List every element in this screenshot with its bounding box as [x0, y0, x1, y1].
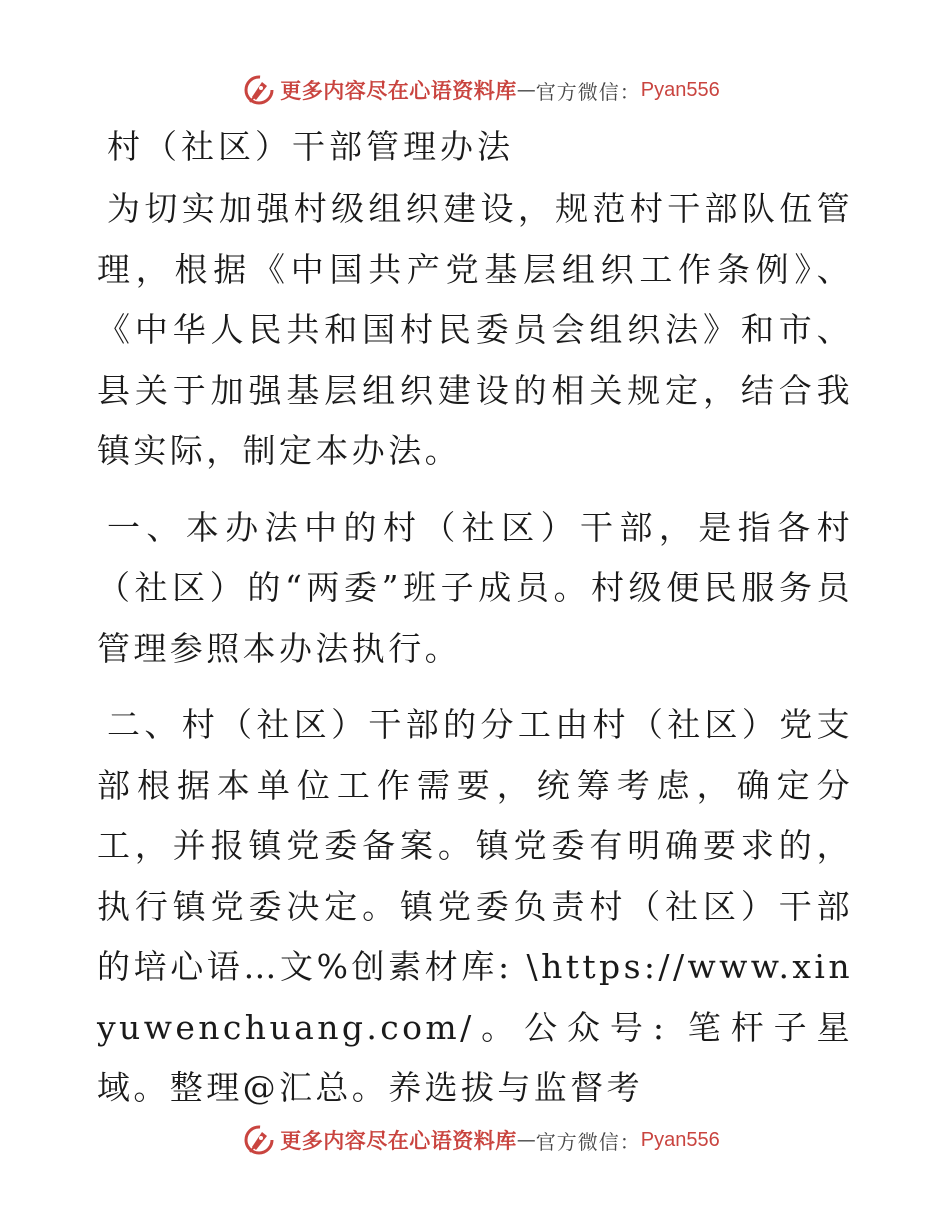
document-title: 村（社区）干部管理办法 [107, 127, 514, 166]
header-banner [0, 70, 950, 110]
pen-nib-logo-icon [242, 1123, 276, 1157]
banner-official-label: 官方微信： [535, 1129, 641, 1154]
footer-banner [0, 1120, 950, 1160]
document-paragraph-1: 一、本办法中的村（社区）干部，是指各村（社区）的“两委”班子成员。村级便民服务员管理参照本办法执行。 [97, 507, 853, 668]
document-paragraph-intro: 为切实加强村级组织建设，规范村干部队伍管理，根据《中国共产党基层组织工作条例》、《中华人民共和国村民委员会组织法》和市、县关于加强基层组织建设的相关规定，结合我镇实际，制定本办法。 [97, 189, 853, 470]
banner-dash: — [516, 79, 536, 101]
banner-official-label: 官方微信： [535, 79, 641, 104]
banner-wechat-id: Pyan556 [640, 78, 720, 101]
pen-nib-logo-icon [242, 73, 276, 107]
document-paragraph-2: 二、村（社区）干部的分工由村（社区）党支部根据本单位工作需要，统筹考虑，确定分工，并报镇党委备案。镇党委有明确要求的，执行镇党委决定。镇党委负责村（社区）干部的培心语…文%创素材库: \https://www.xinyuwenchuang.com/。公众号: 笔杆子星域。整理@汇总。养选拔与监督考 [97, 705, 853, 1107]
banner-wechat-id: Pyan556 [640, 1128, 720, 1151]
banner-brand-text: 更多内容尽在心语资料库 [280, 1128, 517, 1153]
document-body [97, 120, 853, 1135]
banner-brand-text: 更多内容尽在心语资料库 [280, 78, 517, 103]
banner-dash: — [516, 1129, 536, 1151]
